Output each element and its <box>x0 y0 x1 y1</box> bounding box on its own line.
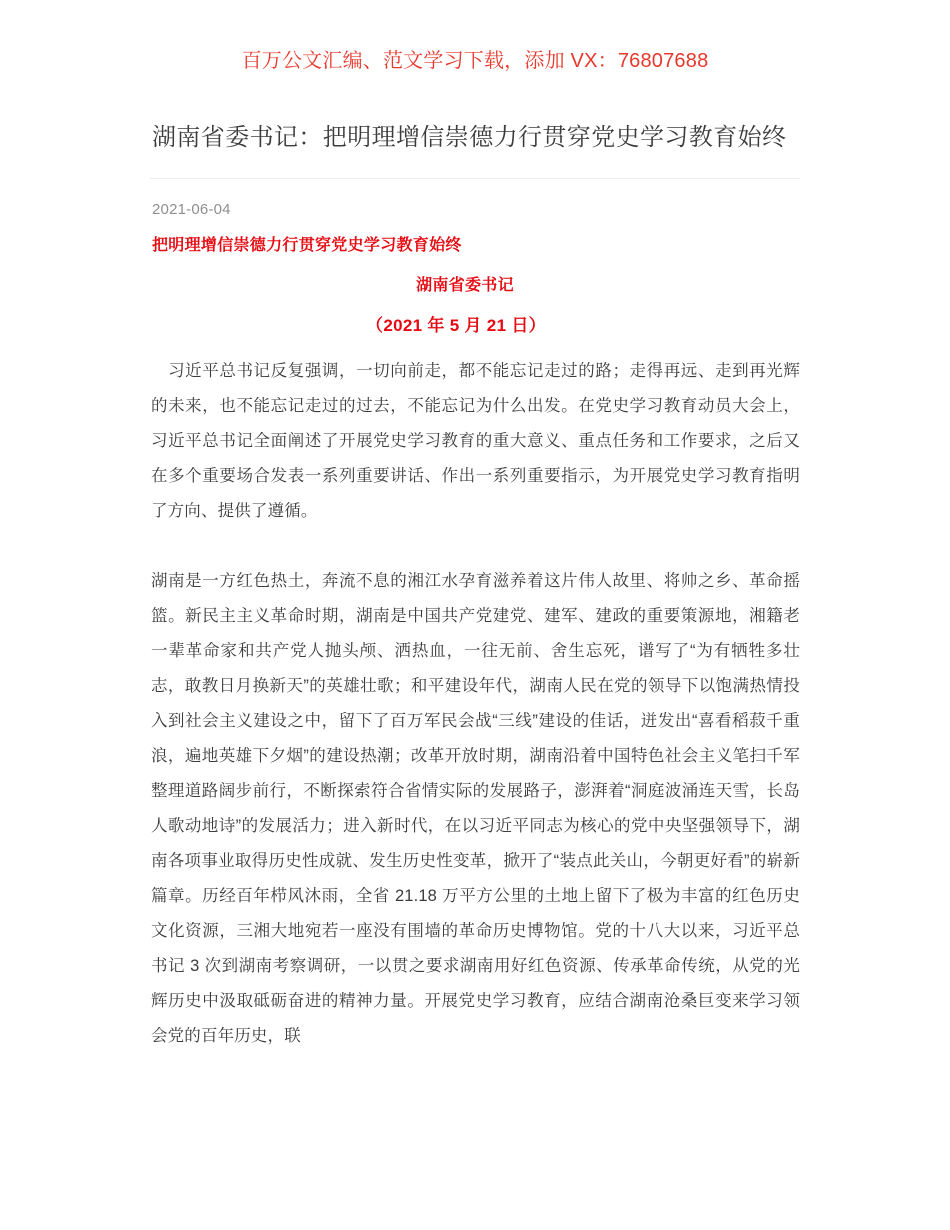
paragraph-spacer <box>150 529 800 564</box>
article-subject-heading: 把明理增信崇德力行贯穿党史学习教育始终 <box>152 237 462 254</box>
article-author-heading: 湖南省委书记 <box>416 277 514 294</box>
body-paragraph-2: 湖南是一方红色热土，奔流不息的湘江水孕育滋养着这片伟人故里、将帅之乡、革命摇篮。新民主主义革命时期，湖南是中国共产党建党、建军、建政的重要策源地，湘籍老一辈革命家和共产党人抛头颅、洒热血，一往无前、舍生忘死，谱写了“为有牺牲多壮志，敢教日月换新天”的英雄壮歌；和平建设年代，湖南人民在党的领导下以饱满热情投入到社会主义建设之中，留下了百万军民会战“三线”建设的佳话，迸发出“喜看稻菽千重浪，遍地英雄下夕烟”的建设热潮；改革开放时期，湖南沿着中国特色社会主义笔扫千军整理道路阔步前行，不断探索符合省情实际的发展路子，澎湃着“洞庭波涌连天雪，长岛人歌动地诗”的发展活力；进入新时代，在以习近平同志为核心的党中央坚强领导下，湖南各项事业取得历史性成就、发生历史性变革，掀开了“装点此关山，今朝更好看”的崭新篇章。历经百年栉风沐雨，全省 21.18 万平方公里的土地上留下了极为丰富的红色历史文化资源，三湘大地宛若一座没有围墙的革命历史博物馆。党的十八大以来，习近平总书记 3 次到湖南考察调研，一以贯之要求湖南用好红色资源、传承革命传统，从党的光辉历史中汲取砥砺奋进的精神力量。开展党史学习教育，应结合湖南沧桑巨变来学习领会党的百年历史，联 <box>151 572 800 1045</box>
page-title: 湖南省委书记：把明理增信崇德力行贯穿党史学习教育始终 <box>152 124 787 151</box>
article-container <box>150 119 800 1054</box>
body-paragraph-1: 习近平总书记反复强调，一切向前走，都不能忘记走过的路；走得再远、走到再光辉的未来，也不能忘记走过的过去，不能忘记为什么出发。在党史学习教育动员大会上，习近平总书记全面阐述了开展党史学习教育的重大意义、重点任务和工作要求，之后又在多个重要场合发表一系列重要讲话、作出一系列重要指示，为开展党史学习教育指明了方向、提供了遵循。 <box>151 362 800 520</box>
article-dateline-heading: （2021 年 5 月 21 日） <box>366 316 546 335</box>
publish-date: 2021-06-04 <box>152 201 231 218</box>
title-divider <box>150 178 800 179</box>
promo-banner: 百万公文汇编、范文学习下载，添加 VX：76807688 <box>241 50 709 72</box>
